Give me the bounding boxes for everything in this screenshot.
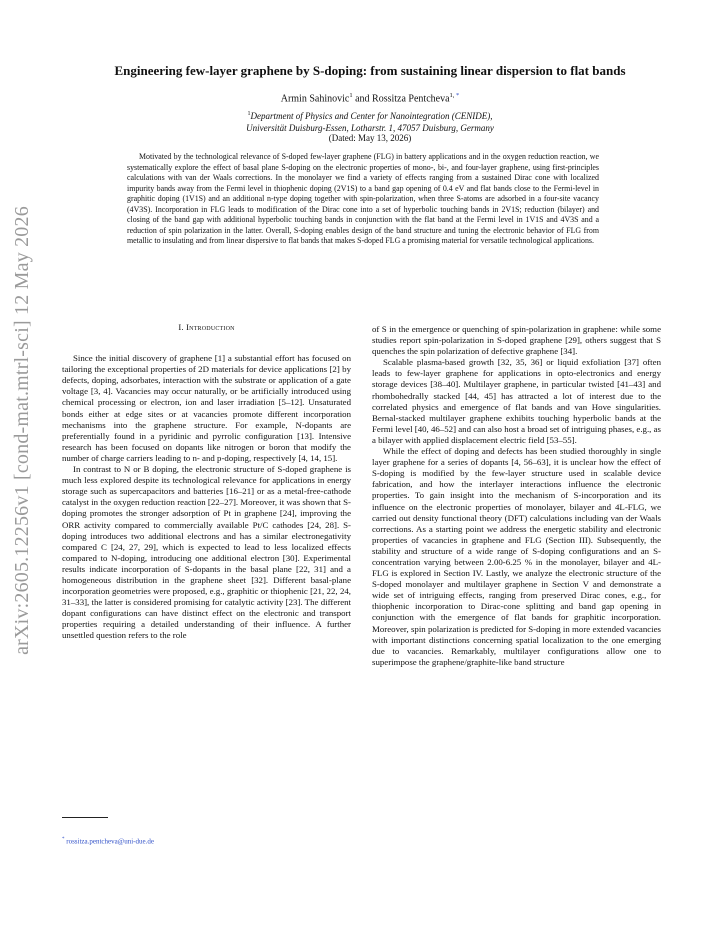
author-separator: and	[352, 93, 373, 105]
paper-title: Engineering few-layer graphene by S-doping: from sustaining linear dispersion to flat bands	[114, 63, 626, 78]
author-name: Armin Sahinovic	[280, 93, 350, 105]
abstract: Motivated by the technological relevance of S-doped few-layer graphene (FLG) in battery applications and in the oxygen reduction reaction, we systematically explore the effect of basal plane S-doping on the electronic properties of mono-, bi-, and four-layer graphene, using first-principles calculations with van der Waals corrections. In the monolayer we find a variety of effects ranging from a sustained Dirac cone with localized impurity bands away from the Fermi level in thiophenic doping (2V1S) to a band gap opening of 0.4 eV and flat bands close to the Fermi-level in graphitic doping (1V1S) and an additional n-type doping together with spin-polarization, when three S-atoms are adsorbed in a four-site vacancy (4V3S). Incorporation in FLG leads to modification of the Dirac cone into a set of hyperbolic touching bands in 2V1S; reduction (bilayer) and closing of the band gap with additional hyperbolic touching bands in conjunction with the flat band at the Fermi level in 1V1S and 4V3S and a reduction of spin polarization in the latter. Overall, S-doping enables design of the band structure and tuning the electronic behavior of FLG from metallic to insulating and from linear dispersive to flat bands that makes S-doped FLG a promising material for versatile technological applications.	[127, 152, 599, 246]
affiliation-line: Universität Duisburg-Essen, Lotharstr. 1, 47057 Duisburg, Germany	[246, 123, 494, 133]
affiliation-line	[70, 108, 670, 122]
arxiv-identifier-stamp	[2, 150, 42, 710]
body-paragraph: of S in the emergence or quenching of spin-polarization in graphene: while some studies report spin-polarization in S-doped graphene [29], others suggest that S quenches the spin polarization of defective graphene [34].	[372, 324, 661, 357]
section-title: Introduction	[186, 322, 235, 332]
corresponding-email-link[interactable]: rossitza.pentcheva@uni-due.de	[66, 837, 154, 846]
body-paragraph: While the effect of doping and defects has been studied thoroughly in single layer graphene for a series of dopants [4, 56–63], it is unclear how the effect of S-doping is modified by the few-layer structure used in scalable device fabrication, and how the interlayer interactions influence the electronic properties. To gain insight into the mechanism of S-incorporation and its influence on the electronic properties of monolayer, bilayer and 4L-FLG, we carried out density functional theory (DFT) calculations including van der Waals corrections. As a starting point we address the energetic stability and electronic properties of vacancies in graphene and FLG (Section III). Subsequently, the stability and structure of a wide range of S-doping configurations and an S-concentration varying between 2.00-6.25 % in the monolayer, bilayer and 4L-FLG is explored in Section IV. Lastly, we analyze the electronic structure of the S-doped monolayer and multilayer graphene in Section V and demonstrate a wide set of intriguing effects, ranging from preserved Dirac cones, e.g., for thiophenic incorporation to Dirac-cone splitting and band gap opening in conjunction with the emergence of flat bands for graphitic incorporation. Moreover, spin polarization is predicted for S-doping in more extended vacancies with important distinctions concerning spatial localization to the one emerging due to vacancies. Remarkably, multilayer configurations allow one to superimpose the graphene/graphite-like band structure	[372, 446, 661, 667]
section-number: I.	[178, 322, 184, 332]
corresponding-author-link[interactable]: *	[454, 92, 460, 99]
left-column	[62, 322, 351, 642]
footnote-divider	[62, 817, 108, 818]
affiliation-marker: 1,	[449, 92, 455, 99]
body-paragraph: Since the initial discovery of graphene [1] a substantial effort has focused on tailoring the exceptional properties of 2D materials for device applications [2] by defects, doping, adsorbates, interaction with the substrate or application of a gate voltage [3, 4]. Vacancies may occur naturally, or be artificially introduced using chemical processing or electron, ion and laser irradiation [5–12]. Unsaturated bonds either at edge sites or at vacancies promote different incorporation mechanisms into the graphene structure. For example, N-dopants are preferentially found in a pyridinic and pyrrolic configuration [13]. Intensive research has been focused on dopants like nitrogen or boron that modify the number of charge carriers leading to n- and p-doping, respectively [4, 14, 15].	[62, 353, 351, 463]
body-paragraph: In contrast to N or B doping, the electronic structure of S-doped graphene is much less explored despite its technological relevance for applications in energy storage such as supercapacitors and batteries [16–21] or as a metal-free-cathode catalyst in the oxygen reduction reaction [22–27]. Moreover, it was shown that S-doping promotes the stronger adsorption of Pt in graphene [24], improving the ORR activity compared to commercially available Pt/C cathodes [24, 28]. S-doping introduces two additional electrons and has a similar electronegativity compared C [24, 27, 29], which is expected to lead to less localized effects compared to N-doping, introducing one additional electron [30]. Experimental results indicate incorporation of S-dopants in the basal plane [22, 31] and a homogeneous distribution in the graphene sheet [32]. Different basal-plane incorporation geometries were proposed, e.g., graphitic or thiophenic [21, 22, 24, 31–33], the latter is considered promising for catalytic activity [23]. The different dopant configurations can have distinct effect on the electronic and transport properties requiring a detailed understanding of their influence. A further unsettled question refers to the role	[62, 464, 351, 641]
footnote-marker: *	[62, 837, 65, 842]
author-line	[70, 92, 670, 104]
affiliation-marker: 1	[247, 111, 251, 117]
affiliation-text: Department of Physics and Center for Nanointegration (CENIDE),	[250, 111, 493, 121]
affiliation-block	[70, 108, 670, 134]
author-name: Rossitza Pentcheva	[372, 93, 450, 105]
footnote	[62, 837, 154, 845]
body-paragraph: Scalable plasma-based growth [32, 35, 36] or liquid exfoliation [37] often leads to few-layer graphene for applications in opto-electronics and energy storage devices [38–40]. Multilayer graphene, in particular twisted [41–43] and rhombohedrally stacked [44, 45] has attracted a lot of interest due to the correlated physics and emergence of flat bands and van Hove singularities. Bernal-stacked multilayer graphene exhibits touching hyperbolic bands at the Fermi level [40, 46–52] and can also host a broad set of intriguing phases, e.g., as a bilayer with applied displacement electric field [53–55].	[372, 357, 661, 445]
affiliation-marker: 1	[349, 92, 353, 99]
section-heading	[62, 322, 351, 333]
date-line: (Dated: May 13, 2026)	[328, 133, 412, 143]
right-column	[372, 324, 661, 668]
arxiv-identifier-text: arXiv:2605.12256v1 [cond-mat.mtrl-sci] 12 May 2026	[10, 205, 33, 655]
